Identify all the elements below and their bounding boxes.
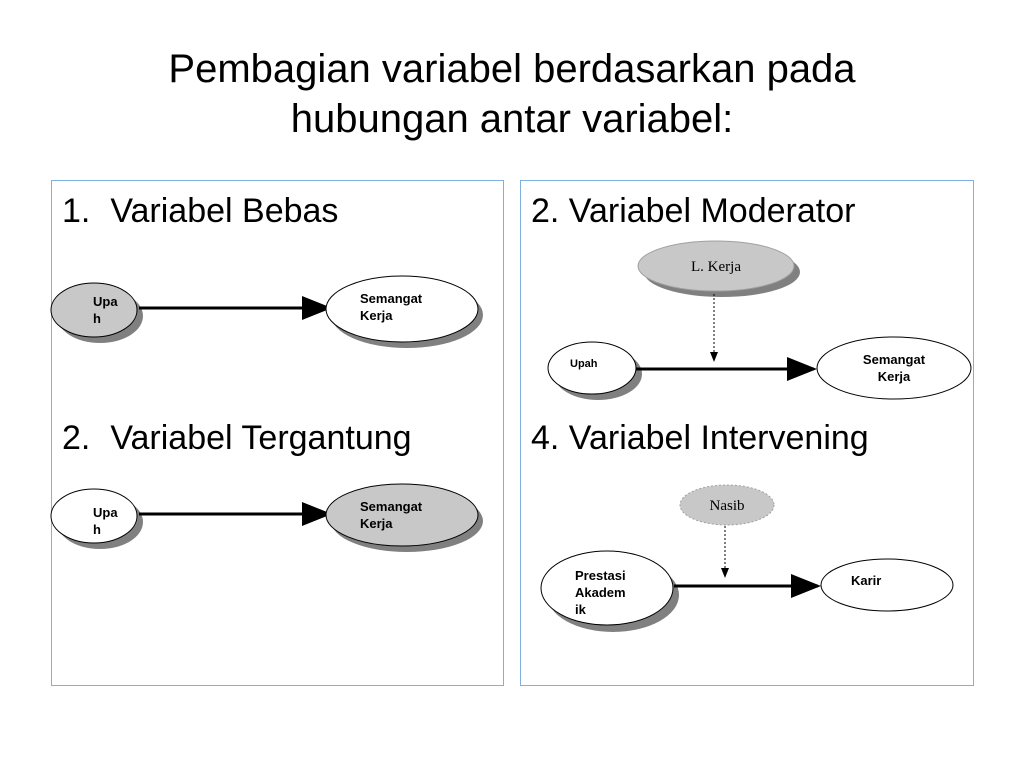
node-nasib	[680, 485, 774, 525]
slide-title	[0, 44, 1024, 144]
node-prestasi-label-1: Prestasi	[575, 568, 626, 583]
node-semangat-label-1: Semangat	[360, 499, 423, 514]
node-prestasi-label-2: Akadem	[575, 585, 626, 600]
node-semangat-label-1: Semangat	[862, 352, 926, 367]
heading-number: 1.	[62, 192, 91, 230]
node-upah	[51, 489, 143, 549]
node-karir	[821, 559, 953, 611]
heading-variabel-moderator: 2. Variabel Moderator	[531, 192, 856, 230]
heading-text: Variabel Bebas	[110, 192, 339, 230]
node-karir-label: Karir	[851, 573, 882, 588]
node-l-kerja-label: L. Kerja	[691, 259, 741, 275]
slide-title-line-1: Pembagian variabel berdasarkan pada	[168, 47, 856, 91]
node-semangat-label-2: Kerja	[360, 516, 393, 531]
node-upah-label: Upah	[570, 358, 598, 370]
heading-text: Variabel Tergantung	[110, 419, 412, 457]
node-upah-label-2: h	[93, 311, 101, 326]
left-panel	[51, 180, 504, 686]
diagram-variabel-tergantung	[52, 181, 505, 687]
node-prestasi-label-3: ik	[575, 602, 586, 617]
node-upah-label-2: h	[93, 522, 101, 537]
right-panel	[520, 180, 974, 686]
slide-title-line-2: hubungan antar variabel:	[290, 97, 734, 141]
node-semangat-label-1: Semangat	[360, 291, 423, 306]
node-semangat-label-2: Kerja	[360, 308, 393, 323]
diagram-variabel-intervening	[521, 181, 975, 687]
node-nasib-label: Nasib	[709, 498, 745, 514]
heading-variabel-intervening: 4. Variabel Intervening	[531, 419, 869, 457]
node-upah-label-1: Upa	[93, 294, 118, 309]
node-semangat-kerja	[326, 484, 483, 552]
node-prestasi-akademik	[541, 551, 679, 632]
heading-number: 2.	[62, 419, 91, 457]
node-upah-label-1: Upa	[93, 505, 118, 520]
node-semangat-label-2: Kerja	[877, 369, 911, 384]
